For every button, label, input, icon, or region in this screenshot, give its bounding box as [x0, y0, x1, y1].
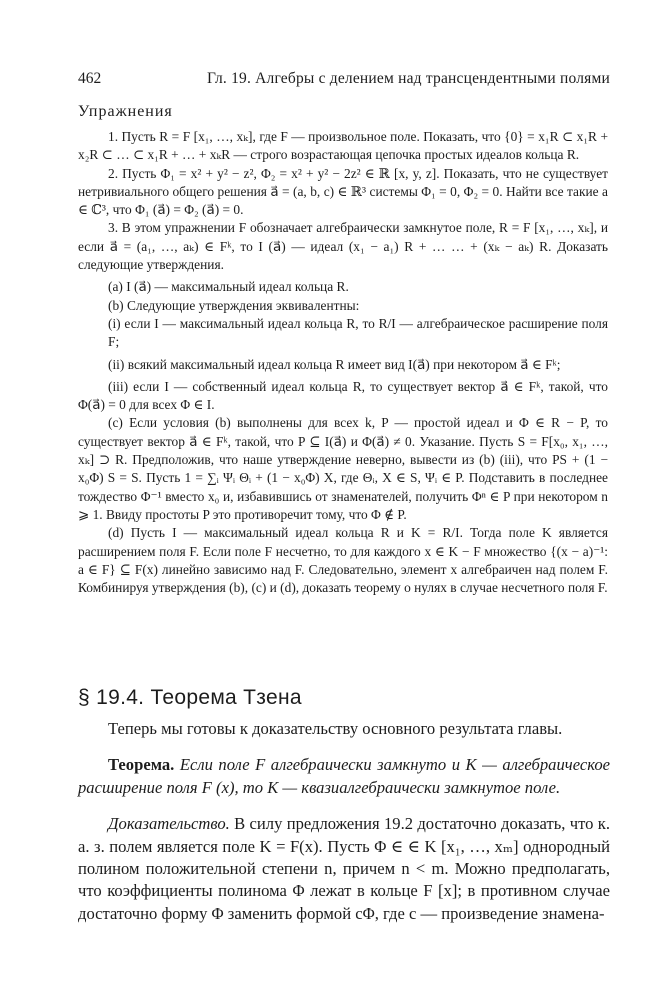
exercise-2: 2. Пусть Φ₁ = x² + y² − z², Φ₂ = x² + y² − 2z² ∈ ℝ [x, y, z]. Показать, что не существует нетривиального общего решения a⃗ = (a, b, c) ∈ ℝ³ системы Φ₁ = 0, Φ₂ = 0. Найти все такие a ∈ ℂ³, что Φ₁ (a⃗) = Φ₂ (a⃗) = 0. — [78, 165, 608, 218]
exercise-1: 1. Пусть R = F [x₁, …, xₖ], где F — произвольное поле. Показать, что {0} = x₁R ⊂ x₁R + x₂R ⊂ … ⊂ x₁R + … + xₖR — строго возрастающая цепочка простых идеалов кольца R. — [78, 129, 608, 163]
exercise-3b-i: (i) если I — максимальный идеал кольца R, то R/I — алгебраическое расширение поля F; — [108, 315, 608, 350]
section-intro: Теперь мы готовы к доказательству основного результата главы. — [108, 719, 563, 738]
proof — [78, 813, 610, 925]
page-number: 462 — [78, 70, 102, 87]
exercise-3b-ii: (ii) всякий максимальный идеал кольца R имеет вид I(a⃗) при некотором a⃗ ∈ Fᵏ; — [108, 356, 561, 372]
theorem-label: Теорема. — [108, 755, 175, 775]
exercises-heading: Упражнения — [78, 103, 173, 120]
proof-label: Доказательство. — [108, 814, 230, 834]
exercises-block — [78, 128, 608, 597]
exercise-3c: (c) Если условия (b) выполнены для всех k, P — простой идеал и Φ ∈ R − P, то существует вектор a⃗ ∈ Fᵏ, такой, что P ⊆ I(a⃗) и Φ(a⃗) ≠ 0. Указание. Пусть S = F[x₀, x₁, …, xₖ] ⊃ R. Предположив, что наше утверждение неверно, вывести из (b) (iii), что PS + (1 − x₀Φ) S = S. Пусть 1 = ∑ᵢ Ψᵢ Θᵢ + (1 − x₀Φ) X, где Θᵢ, X ∈ S, Ψᵢ ∈ P. Подставить в последнее тождество Φ⁻¹ вместо x₀ и, избавившись от знаменателей, получить Φⁿ ∈ P при некотором n ⩾ 1. Ввиду простоты P это противоречит тому, что Φ ∉ P. — [78, 415, 608, 522]
theorem-text: Если поле F алгебраически замкнуто и K — алгебраическое расширение поля F (x), то K — квазиалгебраически замкнутое поле. — [78, 755, 610, 797]
running-title: Гл. 19. Алгебры с делением над трансцендентными полями — [206, 70, 610, 87]
section-title: § 19.4. Теорема Тзена — [78, 686, 302, 709]
exercise-3b: (b) Следующие утверждения эквивалентны: — [108, 297, 360, 313]
exercise-3b-iii: (iii) если I — собственный идеал кольца R, то существует вектор a⃗ ∈ Fᵏ, такой, что Φ(a⃗) = 0 для всех Φ ∈ I. — [78, 378, 608, 413]
theorem — [78, 754, 610, 799]
proof-text: В силу предложения 19.2 достаточно доказать, что к. а. з. полем является поле K = F(x). Пусть Φ ∈ ∈ K [x₁, …, xₘ] однородный полином положительной степени n, причем n < m. Можно предполагать, что коэффициенты полинома Φ лежат в кольце F [x]; в противном случае достаточно форму Φ заменить формой cΦ, где c — произведение знамена- — [78, 814, 610, 923]
section-body — [78, 718, 610, 925]
exercise-3a: (a) I (a⃗) — максимальный идеал кольца R. — [108, 279, 349, 295]
exercise-3d: (d) Пусть I — максимальный идеал кольца R и K = R/I. Тогда поле K является расширением поля F. Если поле F несчетно, то для каждого x ∈ K − F множество {(x − a)⁻¹: a ∈ F} ⊆ F(x) линейно зависимо над F. Следовательно, элемент x алгебраичен над полем F. Комбинируя утверждения (b), (c) и (d), доказать теорему о нулях в случае несчетного поля F. — [78, 525, 608, 596]
exercise-3: 3. В этом упражнении F обозначает алгебраически замкнутое поле, R = F [x₁, …, xₖ], и если a⃗ = (a₁, …, aₖ) ∈ Fᵏ, то I (a⃗) — идеал (x₁ − a₁) R + … … + (xₖ − aₖ) R. Доказать следующие утверждения. — [78, 220, 608, 273]
